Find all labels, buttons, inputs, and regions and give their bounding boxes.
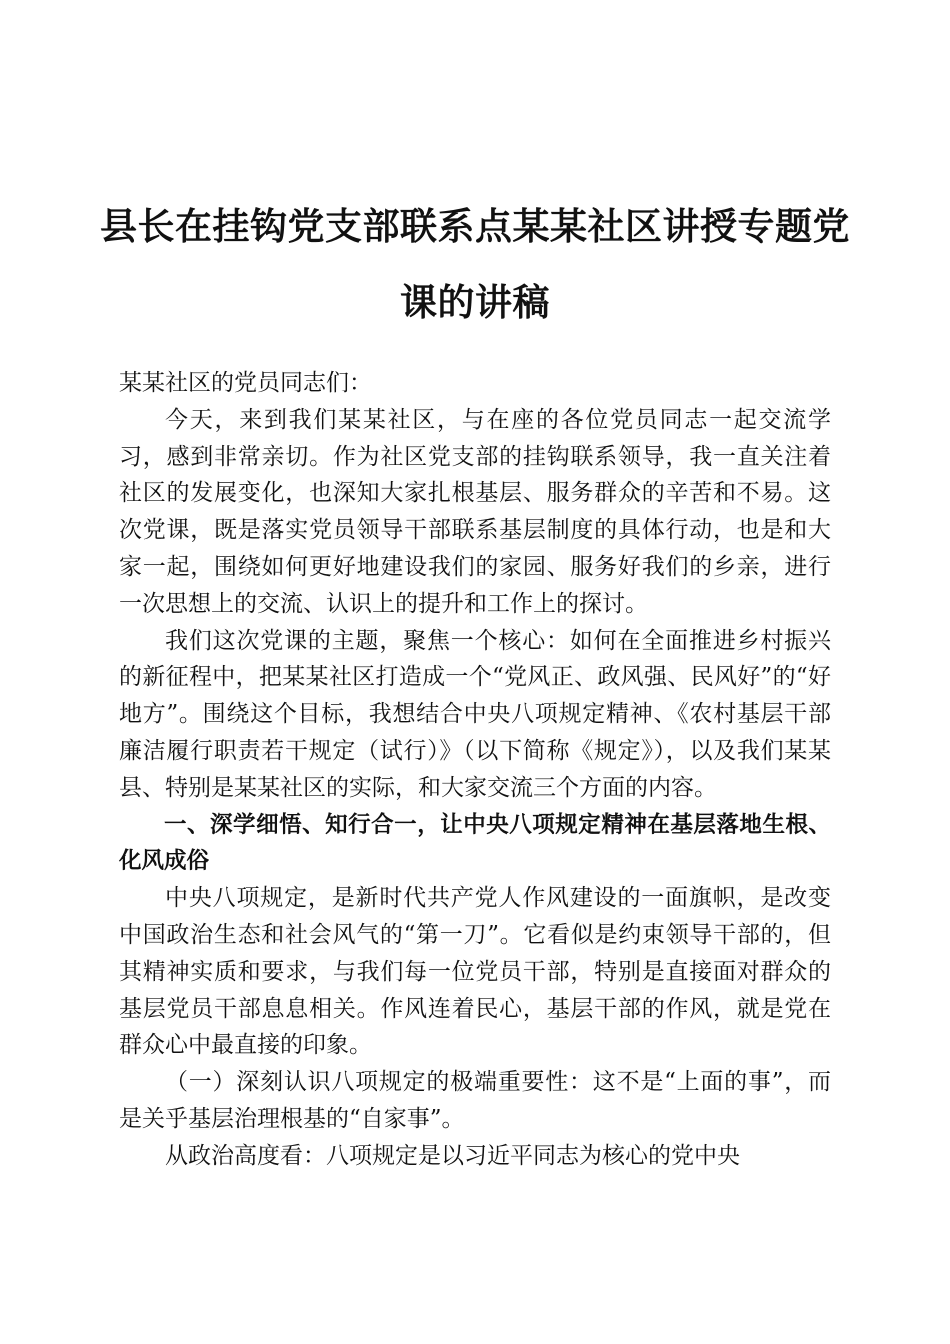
title-line-2: 课的讲稿 [400, 280, 550, 324]
paragraph-theme: 我们这次党课的主题，聚焦一个核心：如何在全面推进乡村振兴的新征程中，把某某社区打造成一个“党风正、政风强、民风好”的“好地方”。围绕这个目标，我想结合中央八项规定精神、《农村基层干部廉洁履行职责若干规定（试行）》（以下简称《规定》），以及我们某某县、特别是某某社区的实际，和大家交流三个方面的内容。 [119, 627, 831, 801]
paragraph-last: 从政治高度看：八项规定是以习近平同志为核心的党中央 [165, 1142, 740, 1169]
document-body [119, 365, 831, 1175]
subheading: （一）深刻认识八项规定的极端重要性：这不是“上面的事”，而是关乎基层治理根基的“自家事”。 [119, 1069, 831, 1132]
paragraph-section-1: 中央八项规定，是新时代共产党人作风建设的一面旗帜，是改变中国政治生态和社会风气的“第一刀”。它看似是约束领导干部的，但其精神实质和要求，与我们每一位党员干部，特别是直接面对群众的基层党员干部息息相关。作风连着民心，基层干部的作风，就是党在群众心中最直接的印象。 [119, 885, 831, 1059]
salutation: 某某社区的党员同志们： [119, 370, 372, 396]
section-heading: 一、深学细悟、知行合一，让中央八项规定精神在基层落地生根、化风成俗 [119, 811, 831, 875]
title-line-1: 县长在挂钩党支部联系点某某社区讲授专题党 [100, 204, 850, 248]
document-title [100, 188, 850, 340]
paragraph-intro: 今天，来到我们某某社区，与在座的各位党员同志一起交流学习，感到非常亲切。作为社区党支部的挂钩联系领导，我一直关注着社区的发展变化，也深知大家扎根基层、服务群众的辛苦和不易。这次党课，既是落实党员领导干部联系基层制度的具体行动，也是和大家一起，围绕如何更好地建设我们的家园、服务好我们的乡亲，进行一次思想上的交流、认识上的提升和工作上的探讨。 [119, 406, 831, 617]
